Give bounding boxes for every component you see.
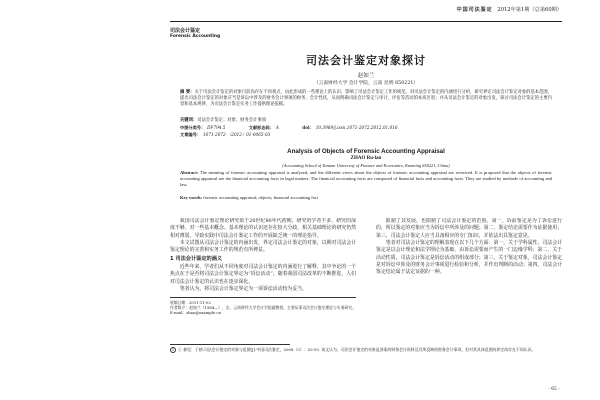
keywords-en-label: Key words: bbox=[180, 195, 203, 200]
affiliation-en: (Accounting School of Yunnan University of Finance and Economics, Kunming 650221, China) bbox=[282, 163, 450, 168]
article-number-label: 文章编号： bbox=[180, 132, 201, 137]
affiliation-cn: （云南财经大学 会计学院，云南 昆明 650221） bbox=[313, 81, 419, 86]
author-cn: 赵如兰 bbox=[357, 73, 375, 79]
keywords-cn-label: 关键词： bbox=[180, 118, 198, 123]
clc-value: DF794.5 bbox=[207, 125, 226, 130]
abstract-en-label: Abstract: bbox=[180, 170, 199, 175]
page-number: · 65 · bbox=[548, 386, 560, 392]
keywords-cn bbox=[180, 118, 552, 124]
keywords-en bbox=[180, 195, 552, 201]
body-columns bbox=[170, 218, 562, 340]
section-1-paragraph-1: 近些年来，学者们从不同角度对司法会计鉴定的内涵进行了解释，其中争论的一个焦点在于是否将司法会计鉴定界定为“诉讼活动”。随着我国司法改革的不断推进，人们对司法会计鉴定的认识也在逐步深化。 bbox=[170, 264, 356, 285]
intro-paragraph-1: 我国司法会计鉴定理论研究始于20世纪80年代初期，研究的学者不多，研究的深度不够，对一些基本概念、基本理论的认识还存在较大分歧，相关基础理论的研究仍然相对薄弱，导致实践中司法会计鉴定工作的开展缺乏统一的理论指导。 bbox=[170, 218, 356, 239]
doc-code-label: 文献标志码： bbox=[248, 125, 274, 130]
issue-info: 2012年第1期（总第60期） bbox=[497, 7, 562, 13]
article-number-value: 1671-2072-（2012）01-0065-03 bbox=[202, 132, 271, 137]
author-bio: 作者简介：赵如兰（1964—），女，云南财经大学会计学院副教授，主要从事司法会计鉴定理论与实务研究。E-mail：zhao@example.cn bbox=[170, 305, 356, 316]
keywords-cn-text: 司法会计鉴定；对象；财务会计事项 bbox=[197, 118, 266, 123]
section-1-paragraph-2: 笔者认为，将司法会计鉴定界定为一项诉讼活动较为妥当。 bbox=[179, 286, 307, 293]
keywords-en-text: forensic accounting appraisal; objects; financial accounting fact bbox=[203, 195, 318, 200]
article-title-en: Analysis of Objects of Forensic Accounting Appraisal bbox=[287, 148, 445, 155]
header-rule bbox=[170, 21, 562, 22]
footnote bbox=[170, 347, 562, 353]
column-tag-cn: 司法会计鉴定 bbox=[170, 28, 201, 34]
footnote-text: ① 参见：于朝.司法会计鉴定的对象与范围[J].中国司法鉴定，2008（3）：53-55. 该文认为，司法会计鉴定的对象是涉案的财务会计资料及其所反映的财务会计事项，但对其具体范围的界定尚存在不同认识。 bbox=[178, 347, 536, 352]
body-column-right bbox=[376, 218, 562, 340]
column-2-paragraph-1: 限制了其发展，也限制了司法会计鉴定的范围。第一，诉前鉴定是为了诉讼进行的，所以鉴定的对象应当为诉讼中所涉及的问题；第二，鉴定结论需要作为证据使用；第三，司法会计鉴定人应当具备相应的专门知识，并依法出具鉴定意见。 bbox=[376, 218, 562, 239]
abstract-cn-text: 关于司法会计鉴定的对象目前尚存在不同观点，由此形成的一些理论上的认识，影响了司法会计鉴定工作的规范。对司法会计鉴定的内涵进行分析，研究界定司法会计鉴定对象的基本范围，提出司法会计鉴定的对象应当是诉讼中涉及的财务会计事项的财务、会计性状，从而明确司法会计鉴定与审计、评估等活动的本质区别；并从司法会计鉴定的对象出发，探讨司法会计鉴定的主要内容和基本规律，为司法会计鉴定实务工作提供理论依据。 bbox=[180, 90, 552, 108]
journal-name: 中国司法鉴定 bbox=[456, 7, 493, 13]
clc-label: 中图分类号： bbox=[180, 125, 206, 130]
article-title-cn: 司法会计鉴定对象探讨 bbox=[306, 54, 426, 67]
doc-code-value: A bbox=[275, 125, 279, 130]
footnote-rule bbox=[170, 344, 290, 345]
intro-paragraph-2: 本文试图从司法会计鉴定的内涵出发，界定司法会计鉴定的对象，以期对司法会计鉴定理论的完善和实务工作的规范有所裨益。 bbox=[170, 240, 356, 254]
body-column-left bbox=[170, 218, 356, 340]
received-date: 收稿日期：2011-11-02 bbox=[170, 300, 211, 306]
footnote-marker-icon: 1 bbox=[171, 348, 175, 352]
doi-value: 10.3969/j.issn.1671-2072.2012.01.016 bbox=[315, 125, 398, 130]
column-tag-en: Forensic Accounting bbox=[170, 34, 221, 39]
running-header bbox=[312, 6, 562, 18]
article-number-line bbox=[180, 132, 552, 138]
article-info-box bbox=[170, 297, 356, 315]
doi-label: doi： bbox=[302, 125, 314, 130]
column-2-paragraph-2: 笔者对司法会计鉴定的理解表现在以下几个方面：第一，关于学科属性，司法会计鉴定是以会计理论和法学理论为基础，由诉讼需要而产生的一门边缘学科；第二，关于活动性质，司法会计鉴定是诉讼活动的组成部分；第三，关于鉴定对象，司法会计鉴定是对诉讼中涉及的财务会计事项进行检验和分析，并作出判断的活动；第四，司法会计鉴定结论属于法定证据的一种。 bbox=[376, 240, 562, 276]
abstract-en-text: The meaning of forensic accounting appraisal is analyzed, and the different views about the objects of forensic accounting appraisal are reviewed. It is proposed that the objects of forensic accounting appraisal are the financial accounting facts in legal matters. The financial accounting facts are composed of financial facts and accounting facts. They are studied by methods of accounting and law. bbox=[180, 170, 552, 188]
abstract-en bbox=[180, 170, 552, 189]
section-1-heading: 1 司法会计鉴定的涵义 bbox=[170, 255, 223, 262]
classification-line bbox=[180, 125, 552, 131]
author-en: ZHAO Ru-lan bbox=[350, 156, 382, 161]
abstract-cn bbox=[180, 90, 552, 109]
column-tag bbox=[170, 28, 220, 40]
abstract-cn-label: 摘 要： bbox=[180, 90, 195, 95]
